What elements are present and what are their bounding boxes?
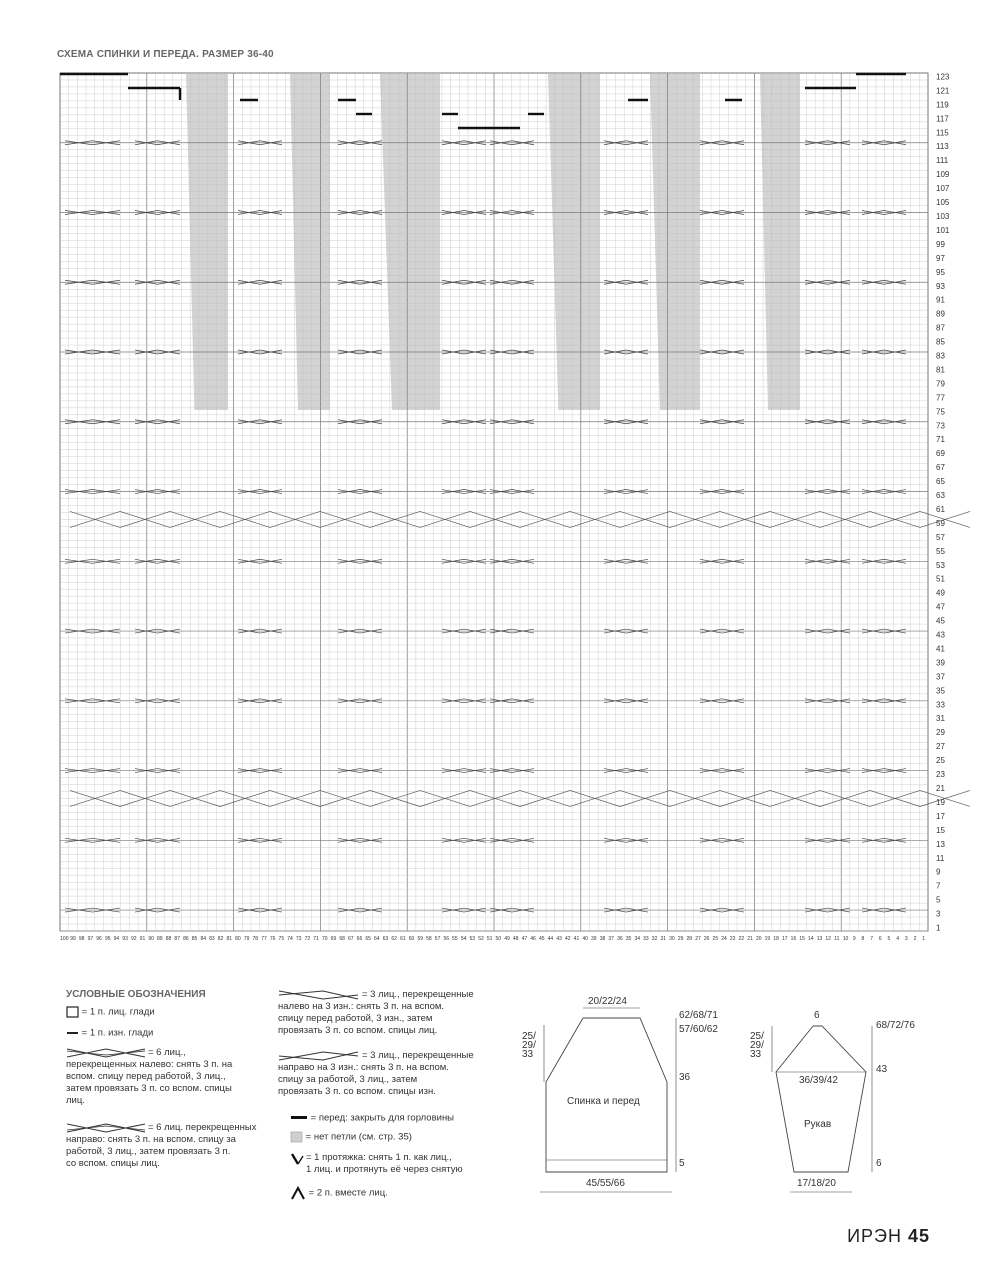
chart-title: СХЕМА СПИНКИ И ПЕРЕДА. РАЗМЕР 36-40 bbox=[57, 49, 274, 60]
legend-text-knit: = 1 п. лиц. глади bbox=[81, 1006, 155, 1018]
column-number-label: 66 bbox=[356, 936, 363, 942]
body-side-length: 36 bbox=[679, 1072, 691, 1083]
row-number-label: 79 bbox=[936, 379, 945, 389]
row-number-label: 5 bbox=[936, 895, 941, 905]
column-number-label: 53 bbox=[469, 936, 476, 942]
row-number-label: 51 bbox=[936, 574, 945, 584]
row-number-label: 49 bbox=[936, 588, 945, 598]
column-number-label: 9 bbox=[852, 936, 856, 942]
column-number-label: 2 bbox=[913, 936, 917, 942]
column-number-label: 26 bbox=[703, 936, 710, 942]
row-number-label: 83 bbox=[936, 351, 945, 361]
row-number-label: 109 bbox=[936, 170, 950, 180]
column-number-label: 54 bbox=[460, 936, 467, 942]
column-number-label: 83 bbox=[209, 936, 215, 942]
row-number-label: 89 bbox=[936, 309, 945, 319]
column-number-label: 16 bbox=[790, 936, 797, 942]
row-number-label: 57 bbox=[936, 532, 945, 542]
body-label: Спинка и перед bbox=[567, 1096, 640, 1107]
row-number-label: 29 bbox=[936, 728, 945, 738]
legend-text-cable-right-3-3: = 3 лиц., перекрещенные направо на 3 изн.: снять 3 п. на вспом. спицу за работой, 3 лиц., затем провязать 3 п. со вспом. спицы изн. bbox=[278, 1050, 474, 1097]
row-number-label: 73 bbox=[936, 421, 945, 431]
column-number-label: 84 bbox=[200, 936, 207, 942]
column-number-label: 99 bbox=[70, 936, 76, 942]
column-number-label: 34 bbox=[634, 936, 641, 942]
column-number-label: 29 bbox=[677, 936, 684, 942]
row-number-label: 117 bbox=[936, 114, 949, 124]
column-number-label: 92 bbox=[130, 936, 137, 942]
body-outline bbox=[546, 1018, 667, 1172]
sleeve-upper-width: 36/39/42 bbox=[799, 1075, 838, 1086]
sleeve-rib-height: 6 bbox=[876, 1158, 882, 1169]
row-number-label: 105 bbox=[936, 198, 950, 208]
column-number-label: 24 bbox=[721, 936, 727, 942]
legend-text-purl: = 1 п. изн. глади bbox=[81, 1027, 154, 1039]
column-number-label: 15 bbox=[799, 936, 805, 942]
row-number-label: 87 bbox=[936, 323, 945, 333]
column-number-label: 41 bbox=[573, 936, 580, 942]
sleeve-right-top: 68/72/76 bbox=[876, 1020, 915, 1031]
row-number-label: 39 bbox=[936, 658, 945, 668]
row-number-label: 63 bbox=[936, 491, 945, 501]
row-number-label: 21 bbox=[936, 784, 945, 793]
row-number-label: 13 bbox=[936, 839, 945, 849]
row-number-label: 65 bbox=[936, 477, 945, 487]
row-number-label: 35 bbox=[936, 686, 945, 696]
column-number-label: 25 bbox=[712, 936, 719, 942]
row-number-label: 69 bbox=[936, 449, 945, 459]
row-number-label: 55 bbox=[936, 546, 945, 556]
column-number-label: 67 bbox=[347, 936, 354, 942]
row-number-label: 107 bbox=[936, 184, 950, 194]
column-number-label: 61 bbox=[400, 936, 406, 942]
column-number-label: 43 bbox=[556, 936, 562, 942]
column-number-label: 4 bbox=[896, 936, 900, 942]
column-number-label: 86 bbox=[183, 936, 189, 942]
row-number-label: 95 bbox=[936, 267, 945, 277]
column-number-label: 40 bbox=[582, 936, 588, 942]
row-number-label: 71 bbox=[936, 435, 945, 445]
column-number-label: 76 bbox=[269, 936, 276, 942]
row-number-label: 111 bbox=[936, 156, 949, 166]
page-number: 45 bbox=[907, 1226, 930, 1246]
page-footer bbox=[847, 1226, 930, 1247]
column-number-label: 56 bbox=[443, 936, 450, 942]
column-number-label: 30 bbox=[669, 936, 675, 942]
column-number-label: 82 bbox=[217, 936, 224, 942]
sleeve-outline bbox=[776, 1026, 866, 1172]
column-number-label: 48 bbox=[512, 936, 519, 942]
column-number-label: 85 bbox=[191, 936, 198, 942]
legend-text-cable-left-6: = 6 лиц., перекрещенных налево: снять 3 п. на вспом. спицу перед работой, 3 лиц., затем провязать 3 п. со вспом. спицы лиц. bbox=[66, 1047, 233, 1106]
column-number-label: 68 bbox=[339, 936, 345, 942]
row-number-label: 27 bbox=[936, 742, 945, 752]
column-number-label: 44 bbox=[547, 936, 554, 942]
row-number-label: 103 bbox=[936, 212, 950, 221]
column-number-label: 74 bbox=[287, 936, 293, 942]
row-number-label: 115 bbox=[936, 128, 949, 138]
row-number-label: 47 bbox=[936, 602, 945, 612]
column-number-label: 69 bbox=[330, 936, 337, 942]
sleeve-length: 43 bbox=[876, 1064, 888, 1075]
column-number-label: 79 bbox=[243, 936, 250, 942]
column-number-label: 32 bbox=[651, 936, 658, 942]
row-number-label: 59 bbox=[936, 518, 945, 528]
column-number-label: 42 bbox=[564, 936, 571, 942]
column-number-label: 78 bbox=[252, 936, 259, 942]
column-number-label: 87 bbox=[174, 936, 180, 942]
column-number-label: 6 bbox=[878, 936, 882, 942]
row-number-label: 45 bbox=[936, 616, 945, 626]
row-number-label: 101 bbox=[936, 225, 950, 235]
legend-text-cable-right-6: = 6 лиц. перекрещенных направо: снять 3 п. на вспом. спицу за работой, 3 лиц., затем провязать 3 п. со вспом. спицы лиц. bbox=[66, 1122, 257, 1169]
row-number-label: 99 bbox=[936, 239, 945, 249]
magazine-name: ИРЭН bbox=[847, 1226, 902, 1246]
column-number-label: 57 bbox=[434, 936, 441, 942]
column-number-label: 7 bbox=[870, 936, 873, 942]
column-number-label: 96 bbox=[96, 936, 102, 942]
column-number-label: 18 bbox=[773, 936, 779, 942]
row-number-label: 121 bbox=[936, 86, 950, 96]
body-right-second: 57/60/62 bbox=[679, 1024, 718, 1035]
column-number-label: 97 bbox=[87, 936, 94, 942]
column-number-label: 33 bbox=[643, 936, 649, 942]
column-number-label: 65 bbox=[365, 936, 371, 942]
column-number-label: 20 bbox=[755, 936, 762, 942]
column-number-label: 23 bbox=[729, 936, 736, 942]
row-number-label: 91 bbox=[936, 295, 945, 305]
legend-text-skp: = 1 протяжка: снять 1 п. как лиц., 1 лиц. и протянуть её через снятую bbox=[306, 1152, 463, 1175]
column-number-label: 94 bbox=[113, 936, 120, 942]
column-number-label: 50 bbox=[495, 936, 502, 942]
row-number-label: 75 bbox=[936, 407, 945, 417]
row-number-label: 37 bbox=[936, 672, 945, 682]
sleeve-schematic bbox=[772, 1026, 872, 1192]
column-number-label: 35 bbox=[625, 936, 632, 942]
row-number-label: 11 bbox=[936, 853, 945, 863]
column-number-label: 100 bbox=[60, 936, 69, 942]
row-number-label: 67 bbox=[936, 463, 945, 473]
row-number-label: 19 bbox=[936, 797, 945, 807]
row-number-label: 3 bbox=[936, 909, 941, 919]
column-number-label: 90 bbox=[148, 936, 154, 942]
sleeve-raglan-depth: 25/ 29/ 33 bbox=[750, 1031, 764, 1060]
column-number-label: 62 bbox=[391, 936, 397, 942]
row-number-label: 93 bbox=[936, 281, 945, 291]
column-number-label: 63 bbox=[382, 936, 389, 942]
row-number-label: 31 bbox=[936, 714, 945, 724]
column-number-label: 12 bbox=[825, 936, 831, 942]
column-number-label: 51 bbox=[486, 936, 493, 942]
body-bottom-width: 45/55/66 bbox=[586, 1178, 625, 1189]
sleeve-top: 6 bbox=[814, 1010, 820, 1021]
legend-text-bind-off: = перед: закрыть для горловины bbox=[310, 1112, 455, 1124]
column-number-label: 77 bbox=[261, 936, 267, 942]
column-number-label: 60 bbox=[408, 936, 415, 942]
row-number-label: 61 bbox=[936, 504, 945, 514]
column-number-label: 58 bbox=[426, 936, 432, 942]
sleeve-cuff-width: 17/18/20 bbox=[797, 1178, 836, 1189]
column-number-label: 5 bbox=[887, 936, 891, 942]
row-number-label: 113 bbox=[936, 142, 949, 152]
column-number-label: 70 bbox=[321, 936, 328, 942]
column-number-label: 38 bbox=[599, 936, 606, 942]
row-number-label: 81 bbox=[936, 365, 945, 375]
column-number-label: 95 bbox=[104, 936, 111, 942]
column-number-label: 8 bbox=[861, 936, 865, 942]
column-number-label: 88 bbox=[165, 936, 172, 942]
column-number-label: 19 bbox=[764, 936, 771, 942]
column-number-label: 72 bbox=[304, 936, 311, 942]
row-number-label: 17 bbox=[936, 811, 945, 821]
column-number-label: 91 bbox=[139, 936, 146, 942]
column-number-label: 28 bbox=[686, 936, 693, 942]
column-number-label: 14 bbox=[808, 936, 814, 942]
row-number-label: 41 bbox=[936, 644, 945, 654]
column-number-label: 47 bbox=[521, 936, 528, 942]
row-number-label: 1 bbox=[936, 923, 941, 933]
legend-text-cable-left-3-3: = 3 лиц., перекрещенные налево на 3 изн.: снять 3 п. на вспом. спицу перед работой, 3 изн., затем провязать 3 п. со вспом. спицы лиц. bbox=[278, 989, 474, 1036]
column-number-label: 64 bbox=[374, 936, 380, 942]
column-number-label: 3 bbox=[904, 936, 908, 942]
body-top-width: 20/22/24 bbox=[588, 996, 627, 1007]
row-number-label: 119 bbox=[936, 100, 949, 110]
column-number-label: 27 bbox=[695, 936, 701, 942]
row-number-label: 33 bbox=[936, 700, 945, 710]
column-number-label: 75 bbox=[278, 936, 285, 942]
column-number-label: 22 bbox=[738, 936, 745, 942]
column-number-label: 55 bbox=[452, 936, 458, 942]
row-number-label: 43 bbox=[936, 630, 945, 640]
row-number-label: 77 bbox=[936, 393, 945, 403]
row-number-label: 15 bbox=[936, 825, 945, 835]
row-number-label: 23 bbox=[936, 770, 945, 780]
row-number-label: 123 bbox=[936, 72, 950, 82]
column-number-label: 10 bbox=[842, 936, 849, 942]
row-number-label: 97 bbox=[936, 253, 945, 263]
column-number-label: 71 bbox=[313, 936, 319, 942]
body-rib-height: 5 bbox=[679, 1158, 685, 1169]
column-number-label: 1 bbox=[922, 936, 926, 942]
column-number-label: 93 bbox=[122, 936, 128, 942]
column-number-label: 59 bbox=[417, 936, 424, 942]
row-number-label: 25 bbox=[936, 756, 945, 766]
legend-title: УСЛОВНЫЕ ОБОЗНАЧЕНИЯ bbox=[66, 989, 206, 1000]
body-right-top: 62/68/71 bbox=[679, 1010, 718, 1021]
row-number-label: 53 bbox=[936, 560, 945, 570]
row-number-label: 9 bbox=[936, 867, 941, 877]
legend-text-k2tog: = 2 п. вместе лиц. bbox=[308, 1187, 388, 1199]
sleeve-label: Рукав bbox=[804, 1119, 832, 1130]
column-number-label: 45 bbox=[538, 936, 545, 942]
column-number-label: 49 bbox=[504, 936, 510, 942]
column-number-label: 21 bbox=[747, 936, 753, 942]
column-number-label: 39 bbox=[591, 936, 597, 942]
column-number-label: 52 bbox=[478, 936, 484, 942]
column-number-label: 98 bbox=[78, 936, 85, 942]
legend-text-no-stitch: = нет петли (см. стр. 35) bbox=[305, 1131, 412, 1143]
column-number-label: 31 bbox=[660, 936, 667, 942]
column-number-label: 17 bbox=[781, 936, 788, 942]
body-raglan-depth: 25/ 29/ 33 bbox=[522, 1031, 536, 1060]
column-number-label: 80 bbox=[235, 936, 241, 942]
column-number-label: 46 bbox=[530, 936, 536, 942]
column-number-label: 81 bbox=[226, 936, 233, 942]
column-number-label: 73 bbox=[295, 936, 302, 942]
row-number-label: 85 bbox=[936, 337, 945, 347]
column-number-label: 89 bbox=[157, 936, 163, 942]
column-number-label: 37 bbox=[608, 936, 614, 942]
column-number-label: 13 bbox=[816, 936, 823, 942]
column-number-label: 11 bbox=[834, 936, 840, 942]
column-number-label: 36 bbox=[617, 936, 623, 942]
row-number-label: 7 bbox=[936, 881, 941, 891]
